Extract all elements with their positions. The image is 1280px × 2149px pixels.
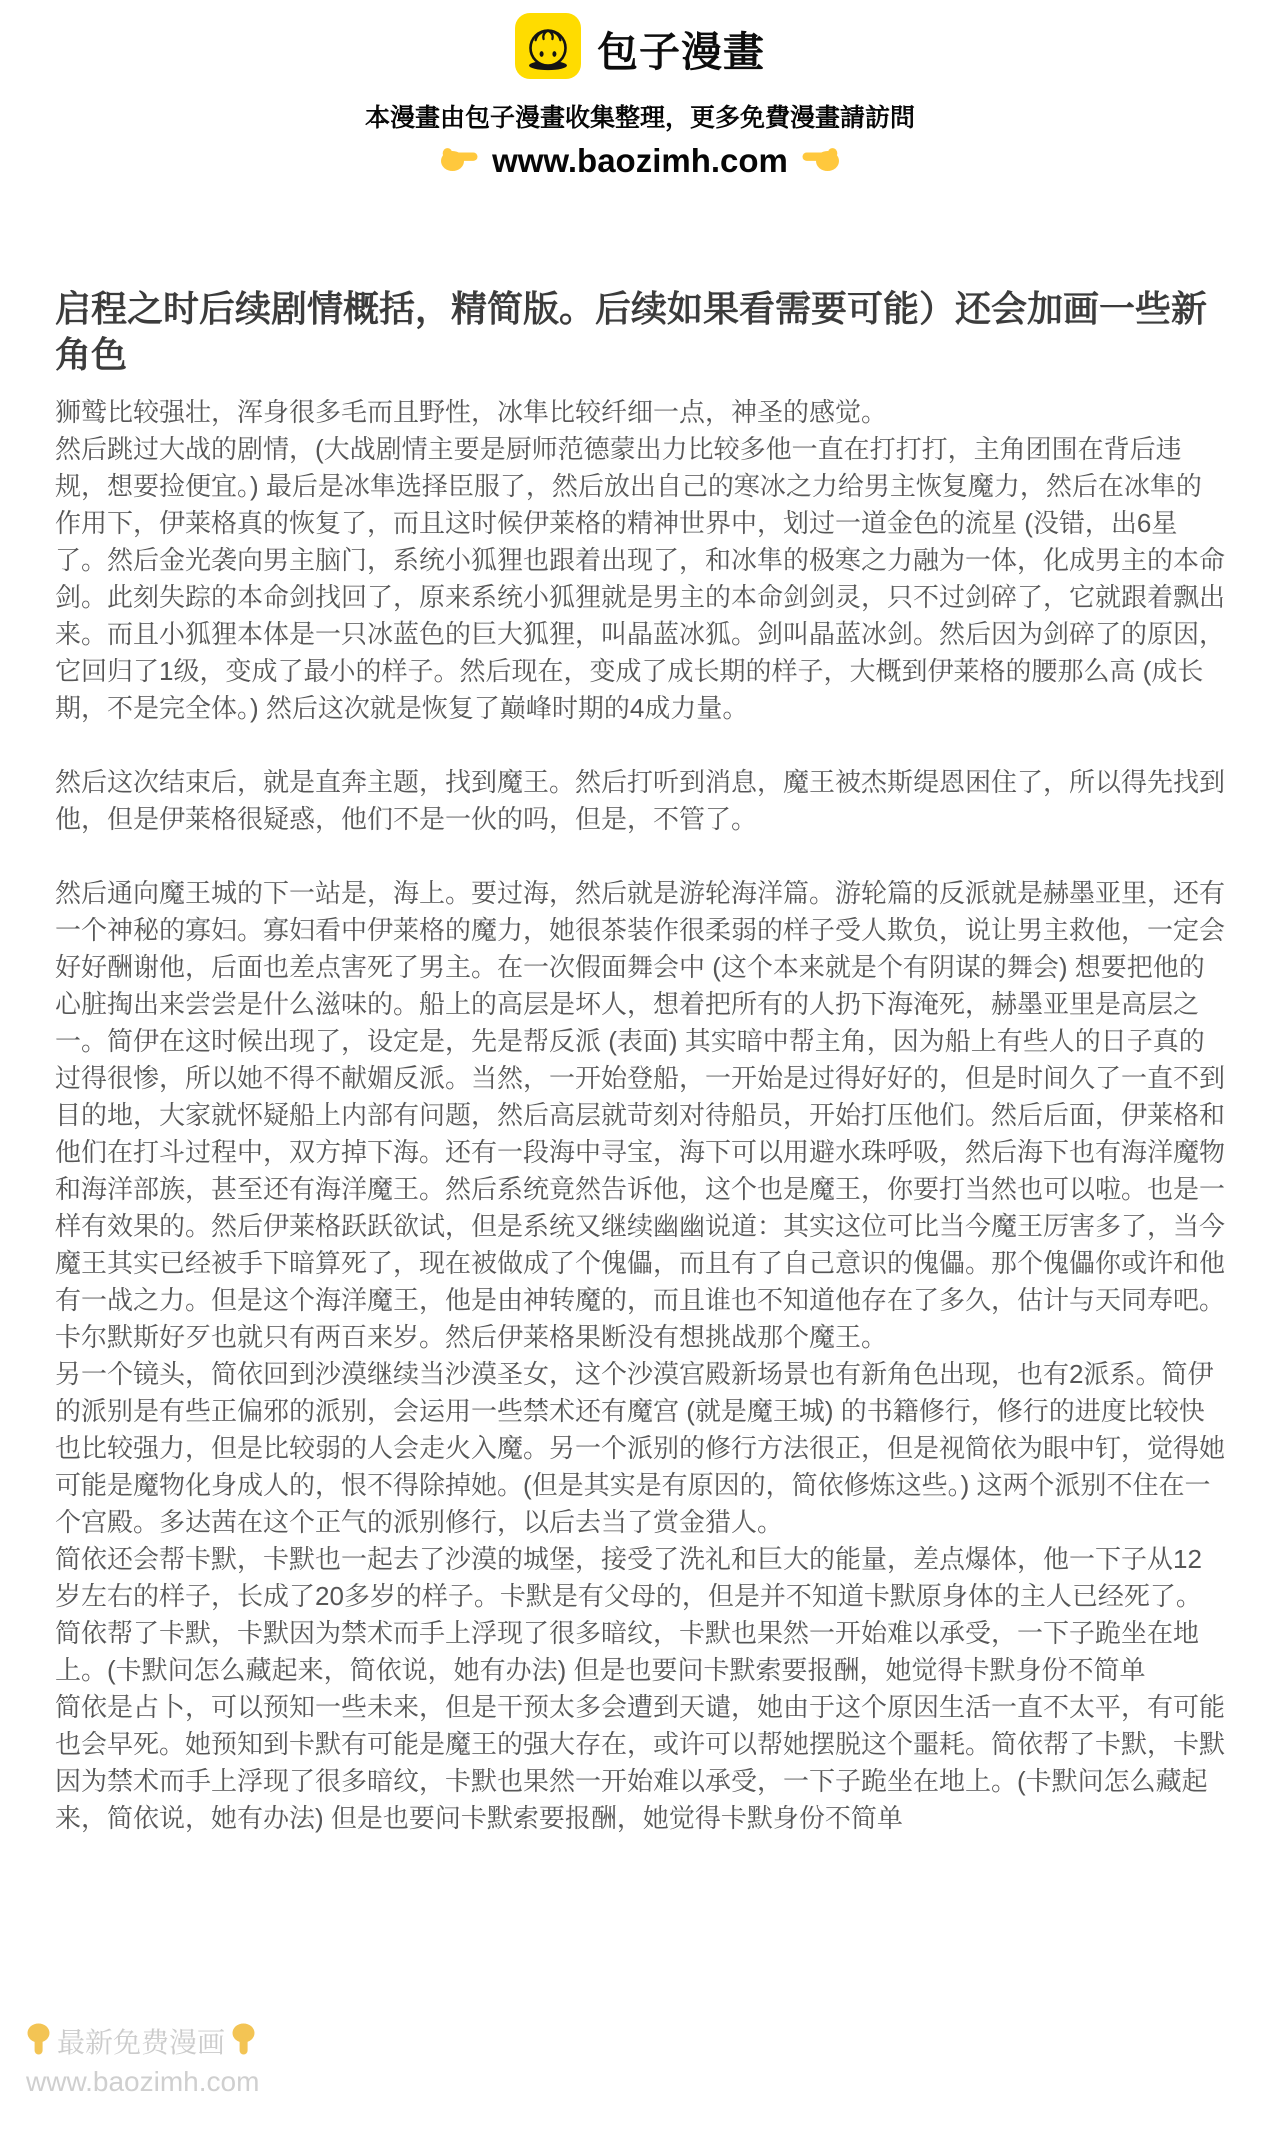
article-body [55, 394, 1227, 1837]
paragraph: 狮鹫比较强壮，浑身很多毛而且野性，冰隼比较纤细一点，神圣的感觉。 [55, 397, 888, 428]
site-url[interactable]: www.baozimh.com [492, 142, 788, 179]
article-title: 启程之时后续剧情概括，精简版。后续如果看需要可能）还会加画一些新角色 [55, 288, 1208, 376]
pointing-right-icon [440, 145, 478, 177]
pointing-down-icon [231, 2022, 256, 2064]
watermark-text: 最新免费漫画 [57, 2027, 226, 2058]
article [55, 286, 1227, 1837]
pointing-down-icon [26, 2022, 51, 2064]
paragraph: 另一个镜头，简依回到沙漠继续当沙漠圣女，这个沙漠宫殿新场景也有新角色出现，也有2派系。简伊的派别是有些正偏邪的派别，会运用一些禁术还有魔宫 (就是魔王城) 的书籍修行，修行的进度比较快也比较强力，但是比较弱的人会走火入魔。另一个派别的修行方法很正，但是视简依为眼中钉，觉得她可能是魔物化身成人的，恨不得除掉她。(但是其实是有原因的，简依修炼这些。) 这两个派别不住在一个宫殿。多达茜在这个正气的派别修行，以后去当了赏金猎人。 [55, 1359, 1226, 1538]
paragraph: 简依还会帮卡默，卡默也一起去了沙漠的城堡，接受了洗礼和巨大的能量，差点爆体，他一下子从12岁左右的样子，长成了20多岁的样子。卡默是有父母的，但是并不知道卡默原身体的主人已经死了。简依帮了卡默，卡默因为禁术而手上浮现了很多暗纹，卡默也果然一开始难以承受，一下子跪坐在地上。(卡默问怎么藏起来，简依说，她有办法) 但是也要问卡默索要报酬，她觉得卡默身份不简单 [55, 1544, 1202, 1686]
site-url-row [0, 142, 1280, 180]
watermark-url: www.baozimh.com [26, 2066, 260, 2097]
paragraph: 简依是占卜，可以预知一些未来，但是干预太多会遭到天谴，她由于这个原因生活一直不太平，有可能也会早死。她预知到卡默有可能是魔王的强大存在，或许可以帮她摆脱这个噩耗。简依帮了卡默，卡默因为禁术而手上浮现了很多暗纹，卡默也果然一开始难以承受，一下子跪坐在地上。(卡默问怎么藏起来，简依说，她有办法) 但是也要问卡默索要报酬，她觉得卡默身份不简单 [55, 1692, 1226, 1834]
watermark-line1 [26, 2022, 259, 2064]
brand-row [0, 12, 1280, 84]
watermark [26, 2022, 259, 2100]
site-header [0, 0, 1280, 180]
paragraph: 然后这次结束后，就是直奔主题，找到魔王。然后打听到消息，魔王被杰斯缇恩困住了，所以得先找到他，但是伊莱格很疑惑，他们不是一伙的吗，但是，不管了。 [55, 767, 1226, 835]
pointing-left-icon [802, 145, 840, 177]
baozi-logo-icon [515, 13, 581, 84]
blank-line [55, 838, 1227, 875]
site-tagline: 本漫畫由包子漫畫收集整理，更多免費漫畫請訪問 [364, 104, 915, 132]
site-name: 包子漫畫 [597, 28, 765, 75]
paragraph: 然后通向魔王城的下一站是，海上。要过海，然后就是游轮海洋篇。游轮篇的反派就是赫墨亚里，还有一个神秘的寡妇。寡妇看中伊莱格的魔力，她很茶装作很柔弱的样子受人欺负，说让男主救他，一定会好好酬谢他，后面也差点害死了男主。在一次假面舞会中 (这个本来就是个有阴谋的舞会) 想要把他的心脏掏出来尝尝是什么滋味的。船上的高层是坏人，想着把所有的人扔下海淹死，赫墨亚里是高层之一。简伊在这时候出现了，设定是，先是帮反派 (表面) 其实暗中帮主角，因为船上有些人的日子真的过得很惨，所以她不得不献媚反派。当然，一开始登船，一开始是过得好好的，但是时间久了一直不到目的地，大家就怀疑船上内部有问题，然后高层就苛刻对待船员，开始打压他们。然后后面，伊莱格和他们在打斗过程中，双方掉下海。还有一段海中寻宝，海下可以用避水珠呼吸，然后海下也有海洋魔物和海洋部族，甚至还有海洋魔王。然后系统竟然告诉他，这个也是魔王，你要打当然也可以啦。也是一样有效果的。然后伊莱格跃跃欲试，但是系统又继续幽幽说道：其实这位可比当今魔王厉害多了，当今魔王其实已经被手下暗算死了，现在被做成了个傀儡，而且有了自己意识的傀儡。那个傀儡你或许和他有一战之力。但是这个海洋魔王，他是由神转魔的，而且谁也不知道他存在了多久，估计与天同寿吧。卡尔默斯好歹也就只有两百来岁。然后伊莱格果断没有想挑战那个魔王。 [55, 878, 1226, 1353]
paragraph: 然后跳过大战的剧情，(大战剧情主要是厨师范德蒙出力比较多他一直在打打打，主角团围在背后违规，想要捡便宜。) 最后是冰隼选择臣服了，然后放出自己的寒冰之力给男主恢复魔力，然后在冰隼的作用下，伊莱格真的恢复了，而且这时候伊莱格的精神世界中，划过一道金色的流星 (没错，出6星了。然后金光袭向男主脑门，系统小狐狸也跟着出现了，和冰隼的极寒之力融为一体，化成男主的本命剑。此刻失踪的本命剑找回了，原来系统小狐狸就是男主的本命剑剑灵，只不过剑碎了，它就跟着飘出来。而且小狐狸本体是一只冰蓝色的巨大狐狸，叫晶蓝冰狐。剑叫晶蓝冰剑。然后因为剑碎了的原因，它回归了1级，变成了最小的样子。然后现在，变成了成长期的样子，大概到伊莱格的腰那么高 (成长期，不是完全体。) 然后这次就是恢复了巅峰时期的4成力量。 [55, 434, 1226, 724]
blank-line [55, 727, 1227, 764]
